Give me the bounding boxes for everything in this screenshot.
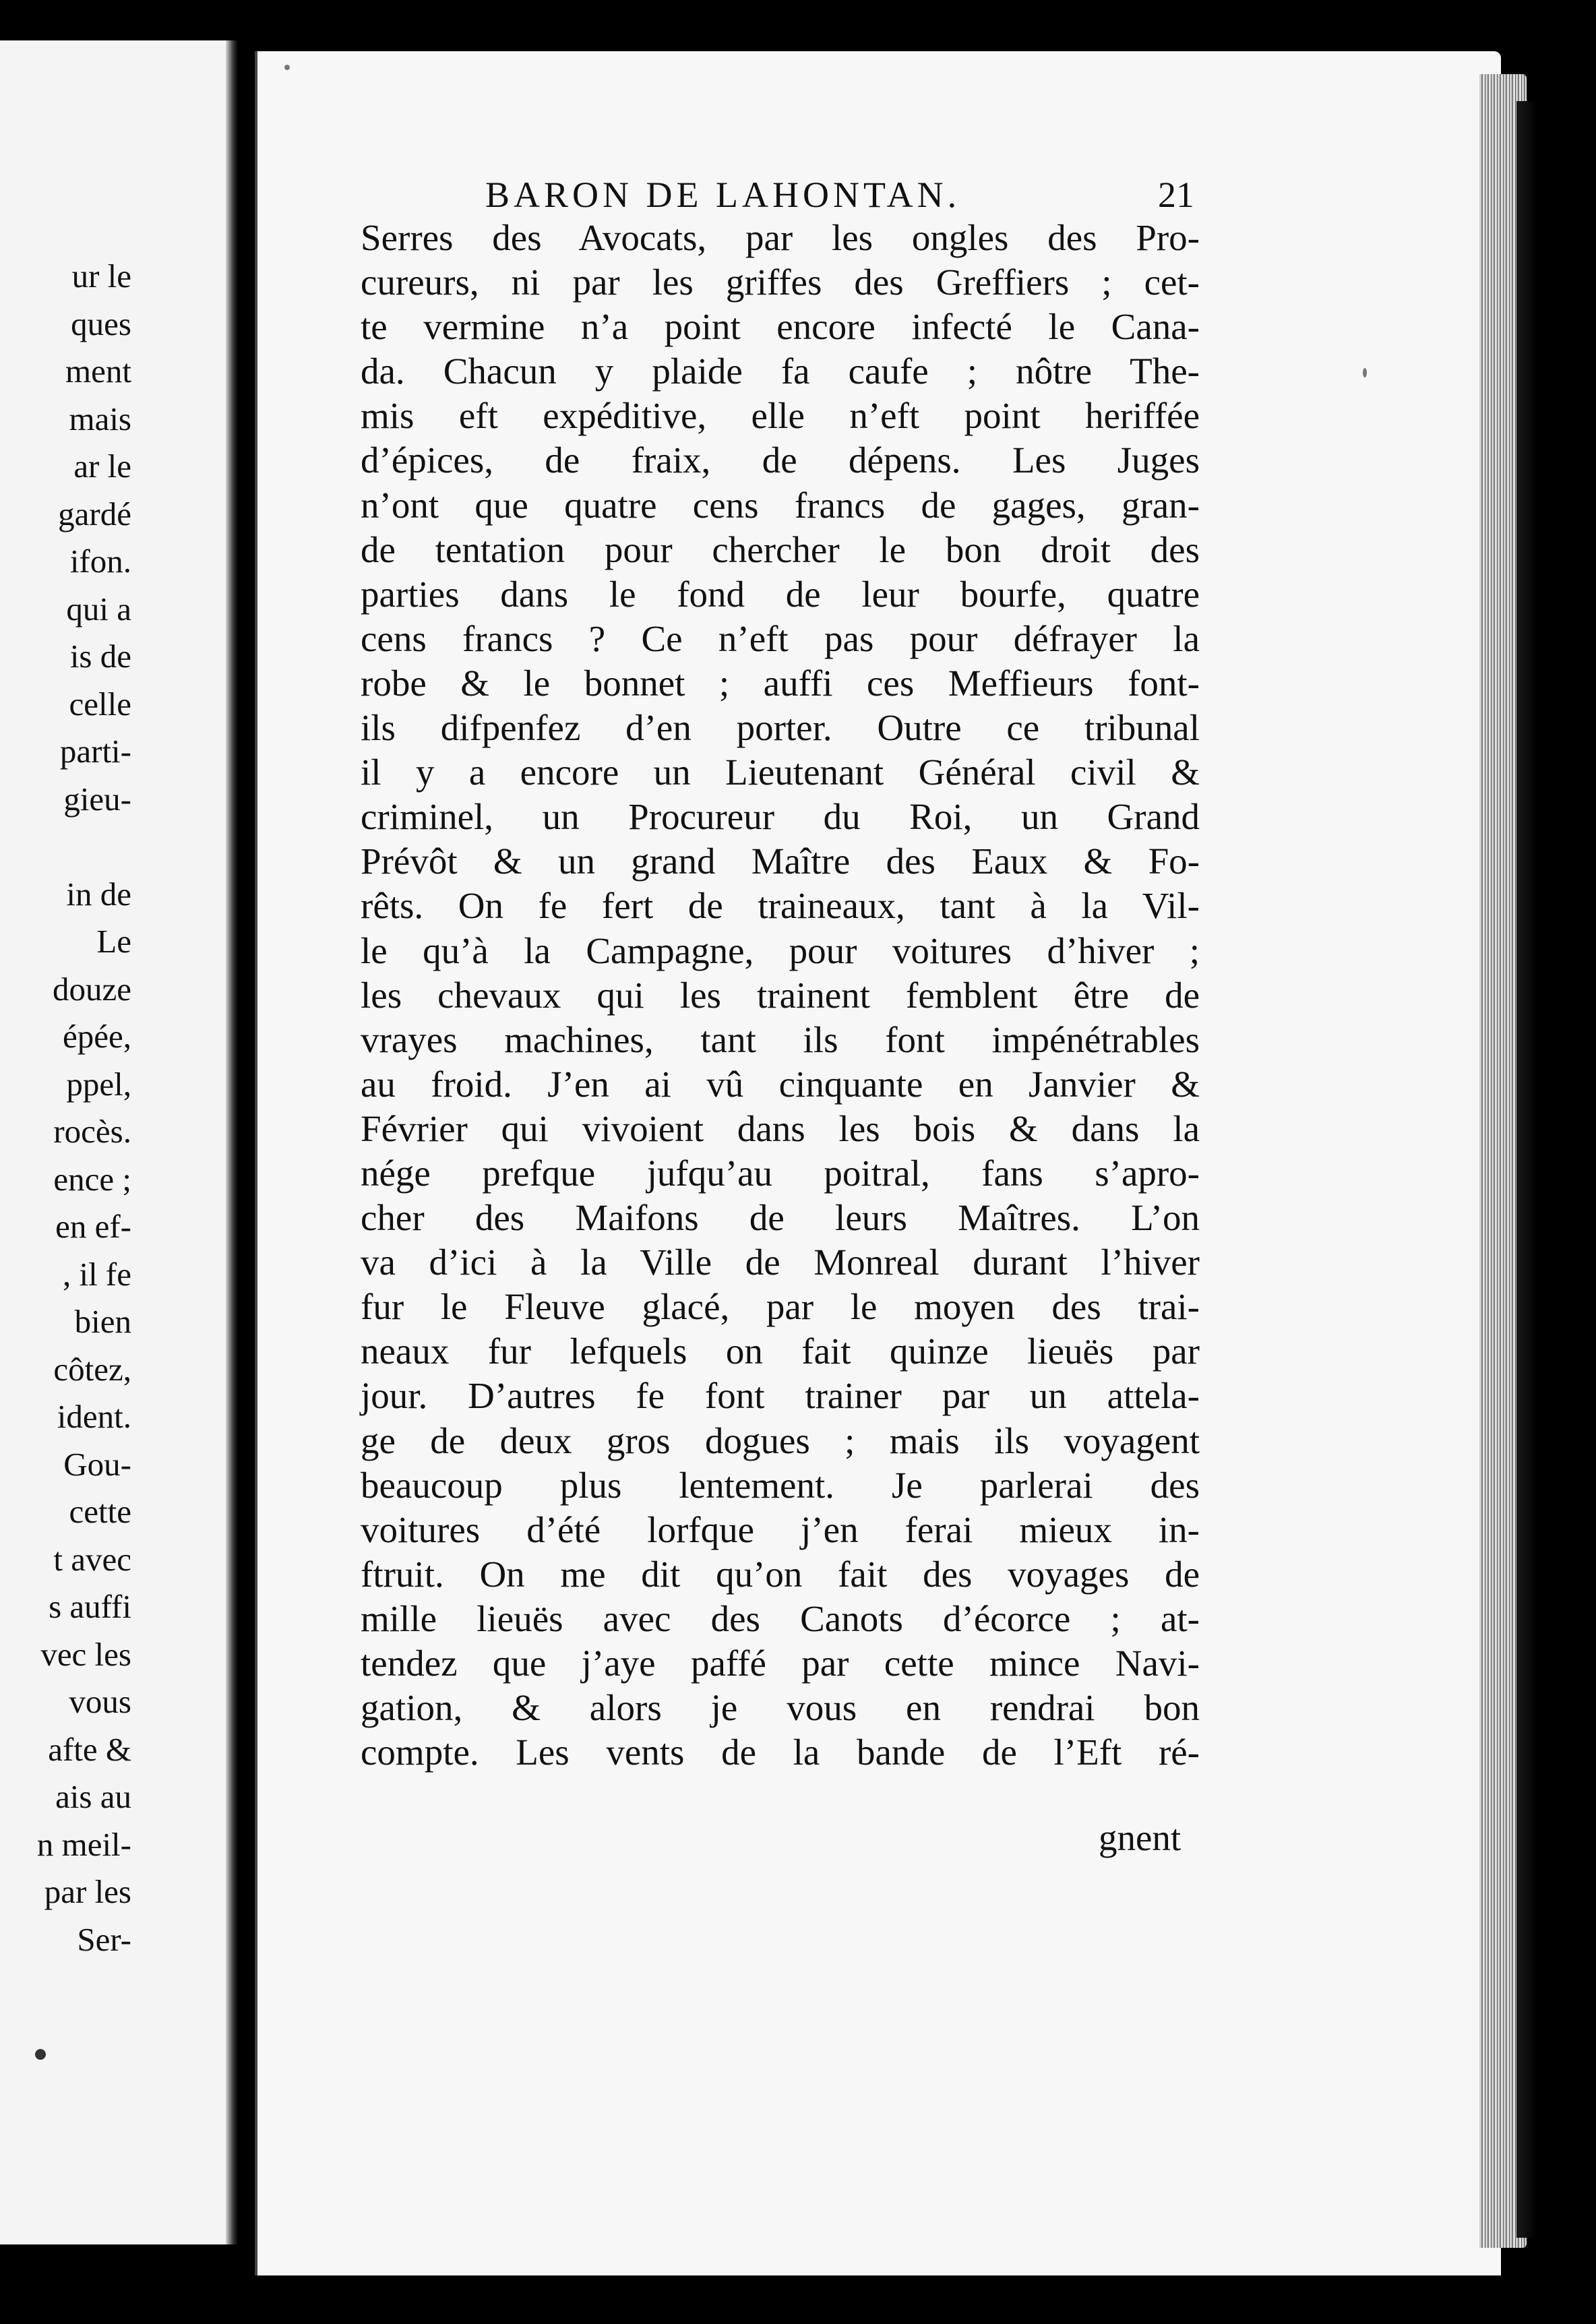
left-page-line: parti-: [59, 733, 131, 770]
left-page-line: vous: [69, 1683, 131, 1720]
page-number: 21: [1158, 175, 1194, 215]
text-line: au froid. J’en ai vû cinquante en Janvier &: [361, 1063, 1200, 1105]
left-page-line: gardé: [58, 495, 131, 532]
text-line: de tentation pour chercher le bon droit des: [361, 528, 1200, 570]
left-page-line: ques: [71, 305, 131, 342]
text-line: ge de deux gros dogues ; mais ils voyagent: [361, 1419, 1200, 1461]
text-line: le qu’à la Campagne, pour voitures d’hiver ;: [361, 929, 1200, 971]
left-page-line: qui a: [66, 590, 131, 628]
text-line: cher des Maifons de leurs Maîtres. L’on: [361, 1197, 1200, 1239]
left-page-line: vec les: [40, 1635, 131, 1673]
text-line: voitures d’été lorfque j’en ferai mieux in-: [361, 1508, 1200, 1550]
left-page-text: [37, 253, 131, 1963]
left-page-line: [37, 823, 131, 871]
text-line: ils difpenfez d’en porter. Outre ce tribunal: [361, 707, 1200, 749]
text-line: parties dans le fond de leur bourfe, quatre: [361, 573, 1200, 615]
text-line: vrayes machines, tant ils font impénétrables: [361, 1018, 1200, 1060]
left-page-line: , il fe: [62, 1255, 131, 1293]
paper-speck: [284, 65, 290, 70]
text-line: jour. D’autres fe font trainer par un attela-: [361, 1375, 1200, 1417]
left-page-line: Le: [96, 923, 131, 960]
text-line: neaux fur lefquels on fait quinze lieuës par: [361, 1331, 1200, 1372]
book-edge-shadow: [1516, 101, 1537, 2238]
text-line: n’ont que quatre cens francs de gages, gran-: [361, 484, 1200, 526]
text-line: nége prefque jufqu’au poitral, fans s’apro-: [361, 1152, 1200, 1194]
text-line: il y a encore un Lieutenant Général civil &: [361, 752, 1200, 793]
left-page-line: ident.: [57, 1398, 131, 1435]
left-page-line: t avec: [53, 1540, 131, 1578]
left-page: [0, 40, 237, 2244]
text-line: beaucoup plus lentement. Je parlerai des: [361, 1464, 1200, 1506]
left-page-line: mais: [69, 400, 131, 437]
left-page-line: ar le: [73, 448, 131, 485]
left-page-line: douze: [53, 970, 131, 1008]
text-line: robe & le bonnet ; auffi ces Meffieurs font-: [361, 662, 1200, 704]
text-line: te vermine n’a point encore infecté le Cana-: [361, 306, 1200, 348]
left-page-line: ment: [65, 353, 131, 390]
left-page-line: s auffi: [49, 1588, 131, 1625]
left-page-line: côtez,: [53, 1350, 131, 1388]
left-page-line: par les: [44, 1873, 131, 1910]
text-line: fur le Fleuve glacé, par le moyen des trai-: [361, 1286, 1200, 1328]
left-page-line: épée,: [63, 1018, 131, 1055]
body-text: [361, 216, 1200, 1775]
left-page-line: Ser-: [77, 1920, 131, 1958]
text-line: d’épices, de fraix, de dépens. Les Juges: [361, 439, 1200, 481]
text-line: tendez que j’aye paffé par cette mince Navi-: [361, 1643, 1200, 1684]
text-line: les chevaux qui les trainent femblent être de: [361, 974, 1200, 1016]
left-page-line: n meil-: [36, 1825, 131, 1863]
text-line: Prévôt & un grand Maître des Eaux & Fo-: [361, 840, 1200, 882]
text-line: cureurs, ni par les griffes des Greffiers ; cet-: [361, 262, 1200, 303]
left-page-line: en ef-: [55, 1208, 131, 1245]
left-page-line: gieu-: [63, 780, 131, 818]
running-head: BARON DE LAHONTAN.: [485, 175, 961, 215]
catchword: gnent: [1099, 1817, 1181, 1858]
left-page-line: rocès.: [53, 1113, 131, 1150]
left-page-line: ur le: [71, 257, 131, 295]
text-line: Serres des Avocats, par les ongles des Pro-: [361, 217, 1200, 258]
left-page-line: bien: [74, 1303, 131, 1340]
gutter: [226, 40, 238, 2244]
text-line: compte. Les vents de la bande de l’Eft ré-: [361, 1732, 1200, 1773]
left-page-line: ence ;: [53, 1160, 131, 1198]
left-page-line: cette: [69, 1493, 131, 1530]
left-page-line: ifon.: [69, 543, 131, 580]
text-line: gation, & alors je vous en rendrai bon: [361, 1687, 1200, 1729]
text-line: da. Chacun y plaide fa caufe ; nôtre The-: [361, 350, 1200, 392]
text-line: mille lieuës avec des Canots d’écorce ; at-: [361, 1597, 1200, 1639]
left-page-line: afte &: [48, 1730, 131, 1768]
text-line: rêts. On fe fert de traineaux, tant à la Vil-: [361, 885, 1200, 927]
paper-speck: [1363, 368, 1367, 377]
left-page-line: in de: [66, 875, 131, 913]
text-line: ftruit. On me dit qu’on fait des voyages de: [361, 1553, 1200, 1595]
text-line: va d’ici à la Ville de Monreal durant l’hiver: [361, 1242, 1200, 1283]
left-page-line: celle: [69, 685, 131, 723]
left-page-line: is de: [69, 638, 131, 675]
text-line: Février qui vivoient dans les bois & dans la: [361, 1107, 1200, 1149]
text-line: criminel, un Procureur du Roi, un Grand: [361, 796, 1200, 838]
ink-spot: [35, 2049, 46, 2060]
left-page-line: ais au: [55, 1778, 131, 1815]
left-page-line: ppel,: [66, 1065, 131, 1103]
text-line: mis eft expéditive, elle n’eft point heriffée: [361, 395, 1200, 437]
text-line: cens francs ? Ce n’eft pas pour défrayer la: [361, 617, 1200, 659]
left-page-line: Gou-: [63, 1445, 131, 1483]
